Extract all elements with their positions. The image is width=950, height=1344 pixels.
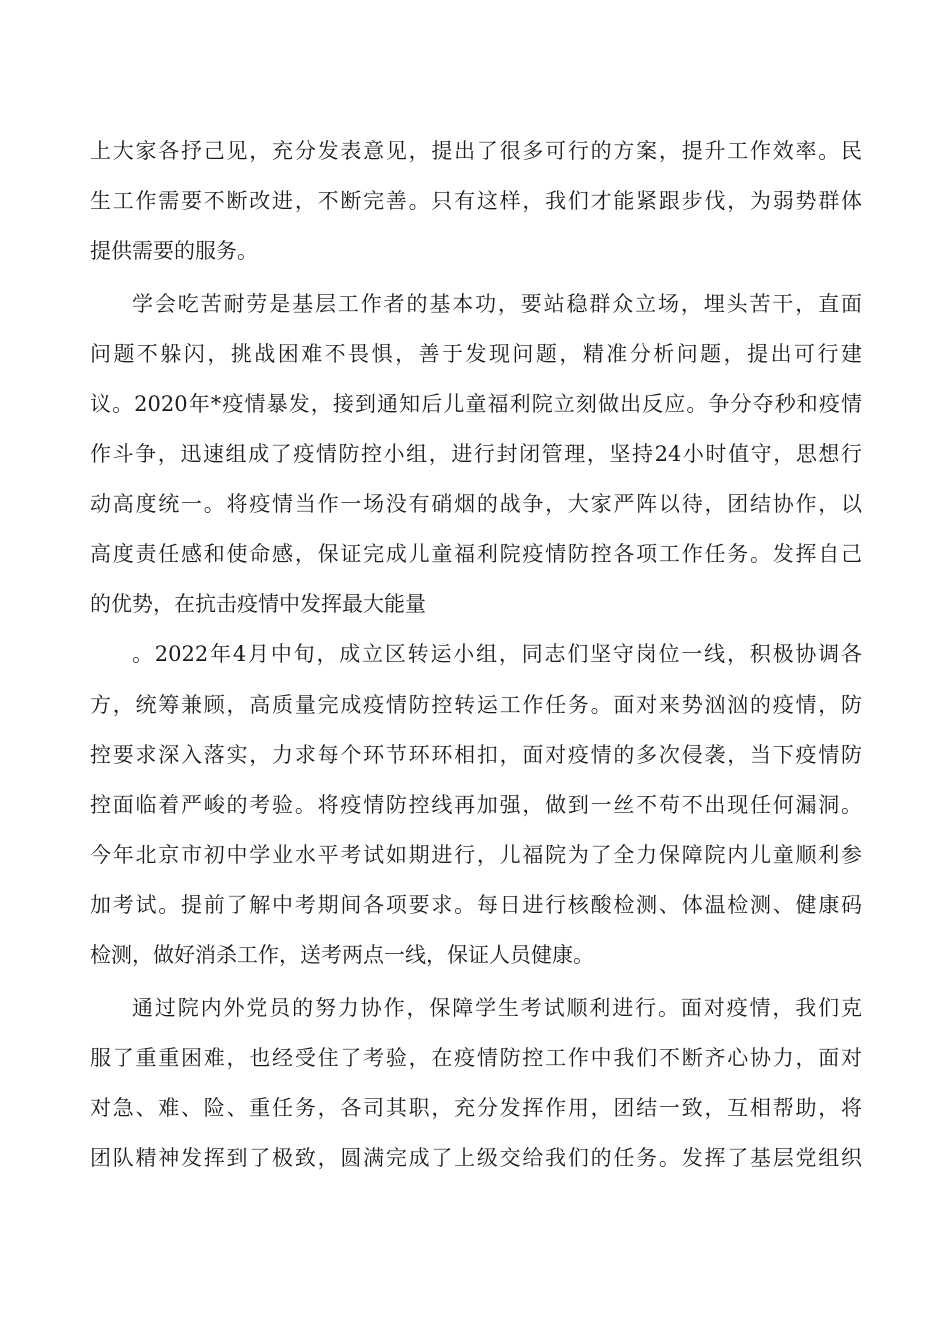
text-line: 的优势，在抗击疫情中发挥最大能量 bbox=[90, 592, 426, 616]
text-line: 服了重重困难，也经受住了考验，在疫情防控工作中我们不断齐心协力，面对 bbox=[90, 1046, 862, 1070]
text-line: 通过院内外党员的努力协作，保障学生考试顺利进行。面对疫情，我们克 bbox=[132, 996, 862, 1020]
text-line: 生工作需要不断改进，不断完善。只有这样，我们才能紧跟步伐，为弱势群体 bbox=[90, 189, 862, 213]
text-line: 问题不躲闪，挑战困难不畏惧，善于发现问题，精准分析问题，提出可行建 bbox=[90, 342, 862, 366]
text-line: 动高度统一。将疫情当作一场没有硝烟的战争，大家严阵以待，团结协作，以 bbox=[90, 492, 862, 516]
text-line: 学会吃苦耐劳是基层工作者的基本功，要站稳群众立场，埋头苦干，直面 bbox=[132, 292, 862, 316]
text-line: 高度责任感和使命感，保证完成儿童福利院疫情防控各项工作任务。发挥自己 bbox=[90, 542, 862, 566]
text-line: 控面临着严峻的考验。将疫情防控线再加强，做到一丝不苟不出现任何漏洞。 bbox=[90, 793, 862, 817]
text-line: 对急、难、险、重任务，各司其职，充分发挥作用，团结一致，互相帮助，将 bbox=[90, 1096, 862, 1120]
text-line: 团队精神发挥到了极致，圆满完成了上级交给我们的任务。发挥了基层党组织 bbox=[90, 1146, 862, 1170]
text-line: 加考试。提前了解中考期间各项要求。每日进行核酸检测、体温检测、健康码 bbox=[90, 893, 862, 917]
text-line: 今年北京市初中学业水平考试如期进行，儿福院为了全力保障院内儿童顺利参 bbox=[90, 843, 862, 867]
text-line: 提供需要的服务。 bbox=[90, 239, 258, 263]
text-line: 作斗争，迅速组成了疫情防控小组，进行封闭管理，坚持24小时值守，思想行 bbox=[90, 442, 862, 466]
text-line: 控要求深入落实，力求每个环节环环相扣，面对疫情的多次侵袭，当下疫情防 bbox=[90, 743, 862, 767]
text-line: 方，统筹兼顾，高质量完成疫情防控转运工作任务。面对来势汹汹的疫情，防 bbox=[90, 693, 862, 717]
text-line: 上大家各抒己见，充分发表意见，提出了很多可行的方案，提升工作效率。民 bbox=[90, 139, 862, 163]
text-line: 议。2020年*疫情暴发，接到通知后儿童福利院立刻做出反应。争分夺秒和疫情 bbox=[90, 392, 862, 416]
text-line: 。2022年4月中旬，成立区转运小组，同志们坚守岗位一线，积极协调各 bbox=[132, 642, 862, 666]
text-line: 检测，做好消杀工作，送考两点一线，保证人员健康。 bbox=[90, 943, 594, 967]
